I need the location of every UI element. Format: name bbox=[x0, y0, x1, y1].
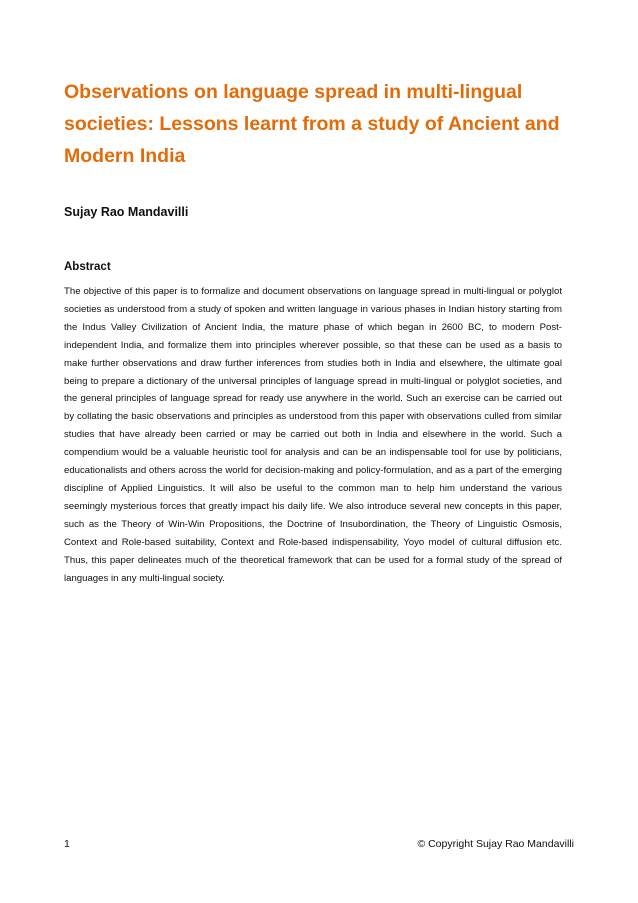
author-name: Sujay Rao Mandavilli bbox=[64, 205, 189, 219]
copyright-notice: © Copyright Sujay Rao Mandavilli bbox=[417, 838, 574, 850]
abstract-heading: Abstract bbox=[64, 261, 111, 273]
page-number: 1 bbox=[64, 838, 70, 850]
abstract-text: The objective of this paper is to formalize and document observations on language spread in multi-lingual or polyglot societies as understood from a study of spoken and written language in various phases in Indian history starting from the Indus Valley Civilization of Ancient India, the mature phase of which began in 2600 BC, to modern Post-independent India, and formalize them into principles wherever possible, so that these can be used as a basis to make further observations and draw further inferences from studies both in India and elsewhere, the ultimate goal being to prepare a dictionary of the universal principles of language spread in multi-lingual or polyglot societies, and the general principles of language spread for ready use anywhere in the world. Such an exercise can be carried out by collating the basic observations and principles as understood from this paper with observations culled from similar studies that have already been carried or may be carried out both in India and elsewhere in the world. Such a compendium would be a valuable heuristic tool for analysis and can be an indispensable tool for use by politicians, educationalists and others across the world for decision-making and policy-formulation, and as a part of the emerging discipline of Applied Linguistics. It will also be useful to the common man to help him understand the various seemingly mysterious forces that greatly impact his daily life. We also introduce several new concepts in this paper, such as the Theory of Win-Win Propositions, the Doctrine of Insubordination, the Theory of Linguistic Osmosis, Context and Role-based suitability, Context and Role-based indispensability, Yoyo model of cultural diffusion etc. Thus, this paper delineates much of the theoretical framework that can be used for a formal study of the spread of languages in any multi-lingual society. bbox=[64, 286, 562, 584]
paper-title: Observations on language spread in multi-lingual societies: Lessons learnt from a study of Ancient and Modern India bbox=[64, 81, 560, 167]
